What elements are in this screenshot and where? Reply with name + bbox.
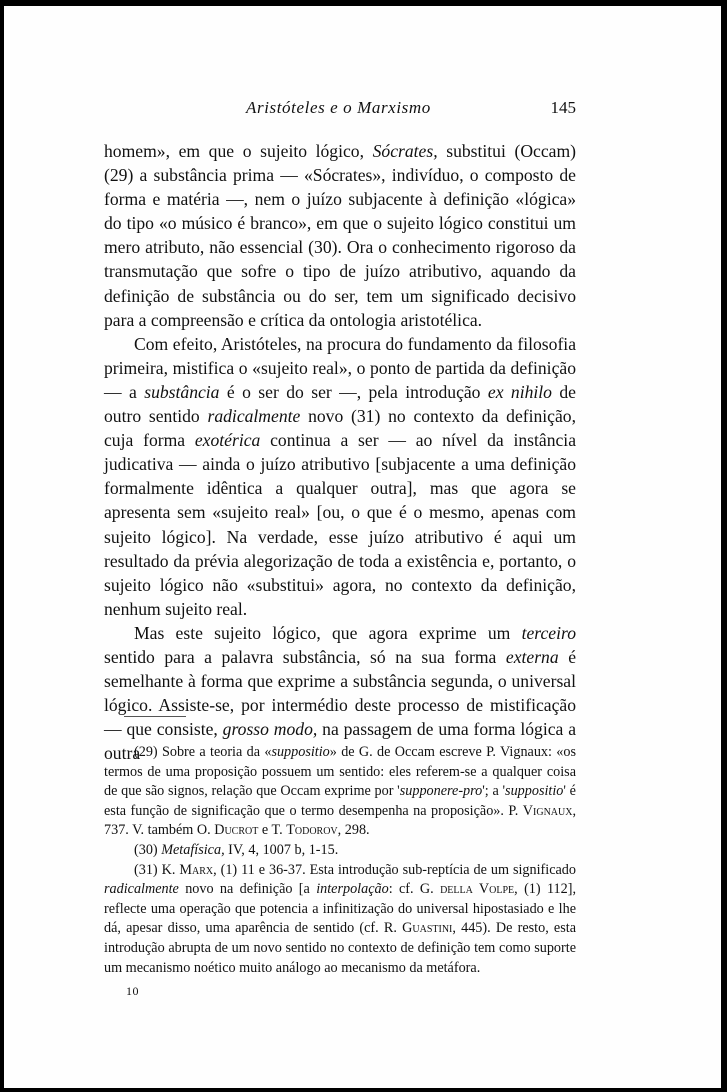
text-run: e T. — [258, 822, 287, 839]
text-run: novo (31) no contexto da definição, cuja forma — [104, 406, 576, 451]
footnotes — [104, 743, 576, 978]
text-run: » de G. de Occam escreve P. Vignaux: «os termos de uma proposição possuem um sentido: eles referem-se a qualquer coisa de que são signos, relação que Occam exprime por ' — [104, 744, 576, 800]
author-name: Ducrot — [214, 822, 259, 839]
author-name: Guastini — [402, 920, 453, 937]
text-run: , 445). De resto, esta introdução abrupta de um novo sentido no contexto de definição tem como suporte um mecanismo noético muito análogo ao mecanismo da metáfora. — [104, 920, 576, 976]
text-run: novo na definição [a — [178, 881, 317, 898]
text-run: , 737. V. também O. — [104, 802, 576, 839]
italic-text: ex nihilo — [487, 381, 552, 402]
text-run: '; a ' — [482, 783, 506, 800]
author-name: della Volpe — [440, 881, 515, 898]
running-header — [104, 98, 576, 122]
italic-text: Metafísica, — [161, 841, 225, 858]
text-run: IV, 4, 1007 b, 1-15. — [224, 841, 339, 858]
text-run: continua a ser — ao nível da instância judicativa — ainda o juízo atributivo [subjacente a uma definição formalmente idêntica a qualquer outra], mas que agora se apresenta sem «sujeito real» [ou, o que é o mesmo, apenas com sujeito lógico]. Na verdade, esse juízo atributivo é aqui um resultado da prévia alegorização de toda a existência e, portanto, o sujeito lógico não «substitui» agora, no contexto da definição, nenhum sujeito real. — [104, 430, 576, 619]
text-run: homem», em que o sujeito lógico, — [104, 141, 373, 161]
footnote — [104, 743, 576, 841]
italic-text: Sócrates, — [372, 141, 438, 161]
body-text — [104, 139, 576, 765]
author-name: Marx — [179, 861, 214, 878]
italic-text: externa — [505, 646, 559, 667]
italic-text: suppositio — [505, 783, 564, 800]
italic-text: radicalmente — [104, 881, 179, 898]
italic-text: substância — [144, 381, 220, 402]
text-run: , (1) 112], reflecte uma operação que potencia a infinitização do universal hipostasiado e lhe dá, apesar disso, uma aparência de sentido (cf. R. — [104, 881, 576, 937]
italic-text: terceiro — [521, 622, 576, 643]
italic-text: interpolação — [316, 881, 389, 898]
book-page — [4, 6, 721, 1088]
page-number: 145 — [550, 98, 576, 117]
text-run: , (1) 11 e 36-37. Esta introdução sub-reptícia de um significado — [213, 861, 576, 878]
footnote — [104, 861, 576, 979]
text-run: é semelhante à forma que exprime a substância segunda, o universal lógico. Assiste-se, por intermédio deste processo de mistificação — que consiste, — [104, 646, 576, 740]
text-run: na passagem de uma forma lógica a outra — [104, 719, 577, 764]
text-run: é o ser do ser —, pela introdução — [219, 381, 488, 402]
footnote — [104, 841, 576, 861]
running-title: Aristóteles e o Marxismo — [246, 98, 431, 117]
signature-mark: 10 — [126, 984, 139, 998]
italic-text: suppositio — [271, 744, 330, 760]
text-run: (29) Sobre a teoria da « — [134, 744, 272, 760]
footnote-rule — [124, 716, 186, 717]
text-run: Com efeito, Aristóteles, na procura do fundamento da filosofia primeira, mistifica o «sujeito real», o ponto de partida da definição — a — [104, 333, 576, 402]
text-run: Mas este sujeito lógico, que agora exprime um — [134, 622, 522, 643]
italic-text: supponere-pro — [399, 783, 483, 800]
italic-text: exotérica — [194, 430, 261, 451]
text-run: (31) K. — [134, 861, 180, 878]
italic-text: grosso modo, — [222, 719, 318, 740]
text-run: de outro sentido — [104, 381, 576, 427]
italic-text: radicalmente — [207, 406, 301, 427]
author-name: Vignaux — [522, 802, 573, 819]
text-run: , 298. — [337, 822, 370, 839]
paragraph — [104, 332, 576, 621]
author-name: Todorov — [286, 822, 338, 839]
text-run: : cf. G. — [388, 881, 441, 898]
paragraph — [104, 139, 576, 332]
text-run: sentido para a palavra substância, só na sua forma — [104, 646, 506, 667]
text-run: ' é esta função de significação que o termo desempenha na proposição». P. — [104, 783, 576, 819]
text-run: substitui (Occam) (29) a substância prima — «Sócrates», indivíduo, o composto de forma e matéria —, nem o juízo subjacente à definição «lógica» do tipo «o músico é branco», em que o sujeito lógico constitui um mero atributo, não essencial (30). Ora o conhecimento rigoroso da transmutação que sofre o tipo de juízo atributivo, aquando da definição de substância ou do ser, tem um significado decisivo para a compreensão e crítica da ontologia aristotélica. — [104, 141, 576, 330]
text-run: (30) — [134, 841, 162, 858]
